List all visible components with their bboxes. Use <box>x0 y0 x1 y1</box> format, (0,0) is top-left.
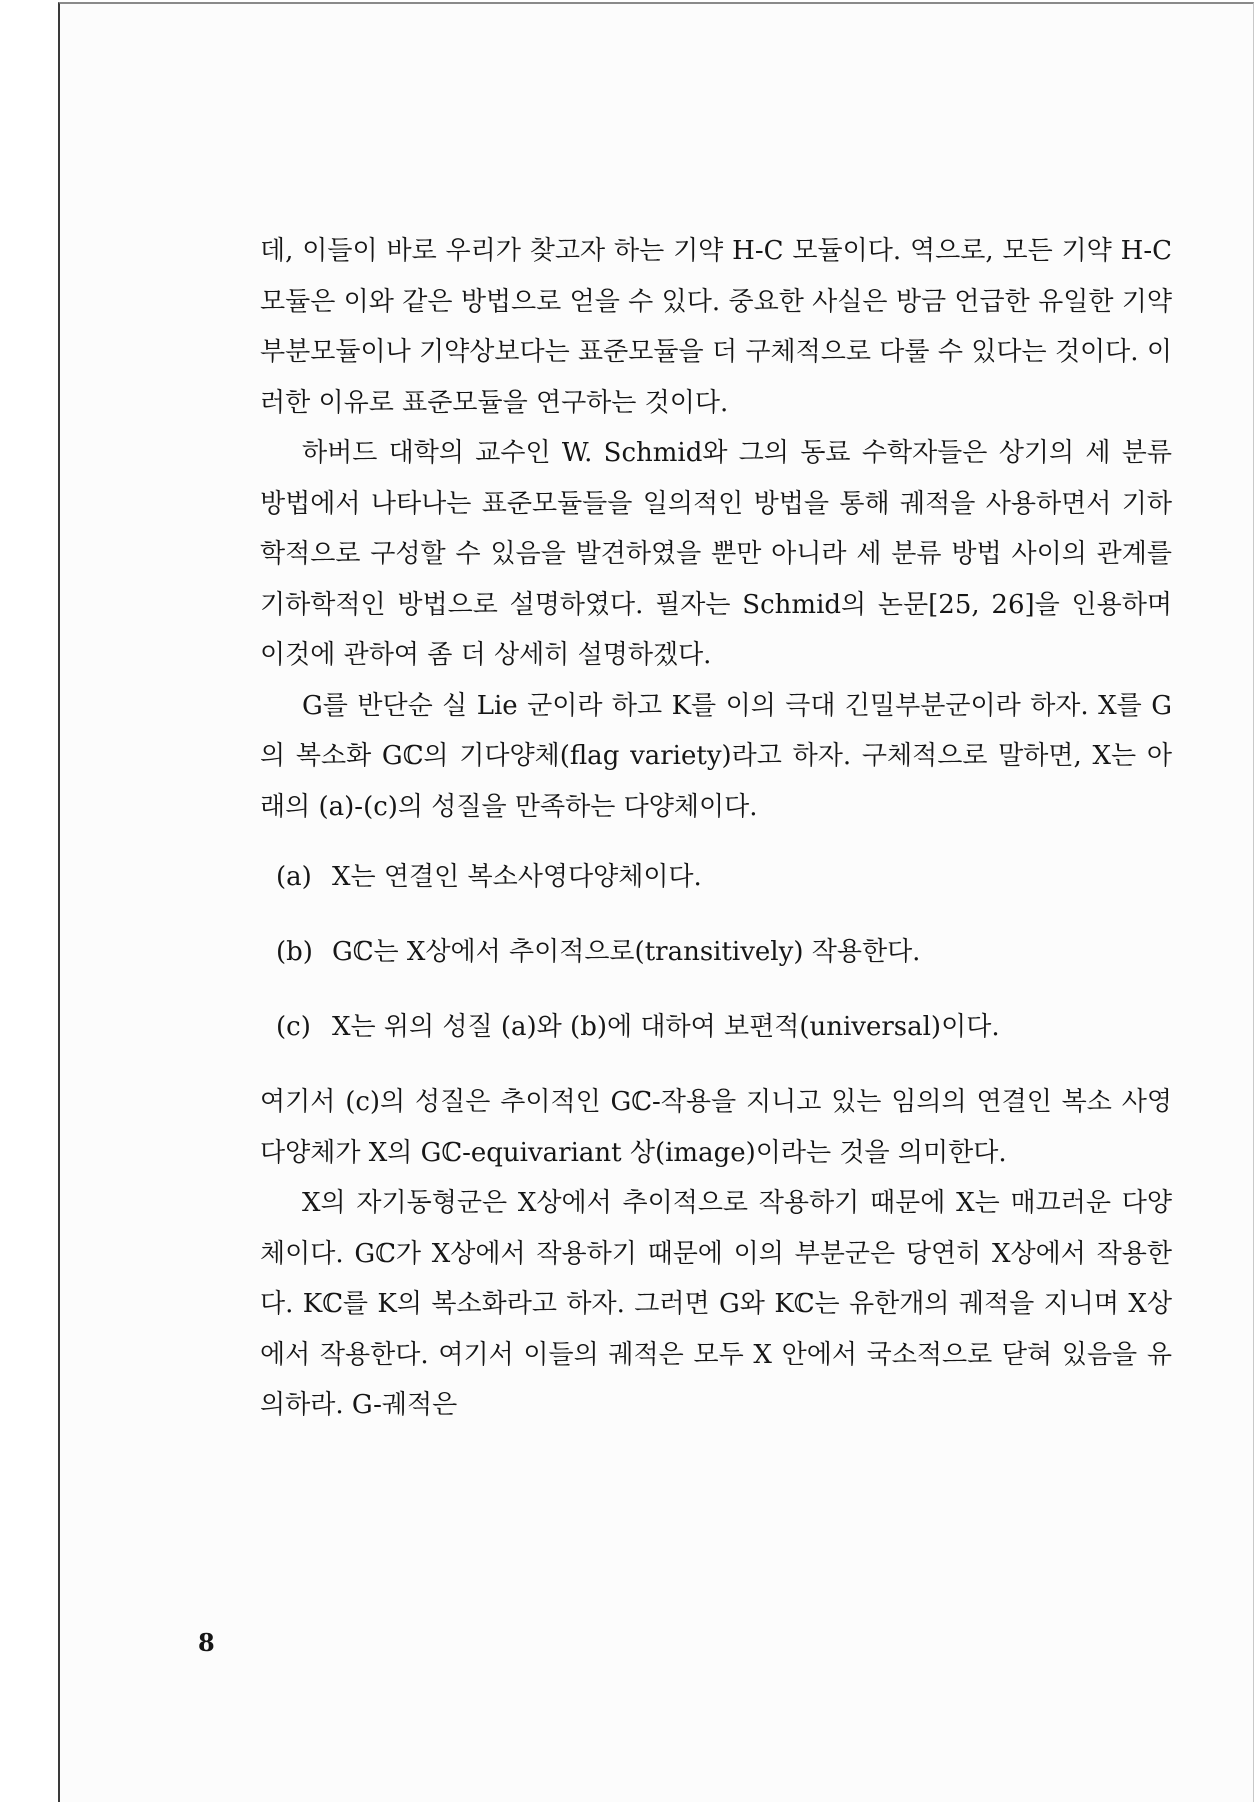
page-number: 8 <box>198 1628 215 1657</box>
list-marker: (c) <box>276 1012 311 1042</box>
book-page <box>58 2 1254 1802</box>
list-text: X는 연결인 복소사영다양체이다. <box>332 862 702 892</box>
paragraph-5: X의 자기동형군은 X상에서 추이적으로 작용하기 때문에 X는 매끄러운 다양체이다. Gℂ가 X상에서 작용하기 때문에 이의 부분군은 당연히 X상에서 작용한다. Kℂ를 K의 복소화라고 하자. 그러면 G와 Kℂ는 유한개의 궤적을 지니며 X상에서 작용한다. 여기서 이들의 궤적은 모두 X 안에서 국소적으로 닫혀 있음을 유의하라. G-궤적은 <box>260 1188 1172 1420</box>
body-text <box>260 226 1172 1431</box>
property-list <box>260 852 1172 1052</box>
list-marker: (b) <box>276 937 313 967</box>
list-marker: (a) <box>276 862 312 892</box>
list-text: Gℂ는 X상에서 추이적으로(transitively) 작용한다. <box>332 937 921 967</box>
list-item-c <box>276 1002 1172 1052</box>
paragraph-3: G를 반단순 실 Lie 군이라 하고 K를 이의 극대 긴밀부분군이라 하자. X를 G의 복소화 Gℂ의 기다양체(flag variety)라고 하자. 구체적으로 말하면, X는 아래의 (a)-(c)의 성질을 만족하는 다양체이다. <box>260 690 1172 822</box>
paragraph-2: 하버드 대학의 교수인 W. Schmid와 그의 동료 수학자들은 상기의 세 분류 방법에서 나타나는 표준모듈들을 일의적인 방법을 통해 궤적을 사용하면서 기하학적으로 구성할 수 있음을 발견하였을 뿐만 아니라 세 분류 방법 사이의 관계를 기하학적인 방법으로 설명하였다. 필자는 Schmid의 논문[25, 26]을 인용하며 이것에 관하여 좀 더 상세히 설명하겠다. <box>260 438 1172 670</box>
list-text: X는 위의 성질 (a)와 (b)에 대하여 보편적(universal)이다. <box>332 1012 1000 1042</box>
paragraph-4: 여기서 (c)의 성질은 추이적인 Gℂ-작용을 지니고 있는 임의의 연결인 복소 사영다양체가 X의 Gℂ-equivariant 상(image)이라는 것을 의미한다. <box>260 1087 1172 1168</box>
list-item-b <box>276 927 1172 977</box>
list-item-a <box>276 852 1172 902</box>
paragraph-1: 데, 이들이 바로 우리가 찾고자 하는 기약 H-C 모듈이다. 역으로, 모든 기약 H-C 모듈은 이와 같은 방법으로 얻을 수 있다. 중요한 사실은 방금 언급한 유일한 기약부분모듈이나 기약상보다는 표준모듈을 더 구체적으로 다룰 수 있다는 것이다. 이러한 이유로 표준모듈을 연구하는 것이다. <box>260 236 1172 418</box>
